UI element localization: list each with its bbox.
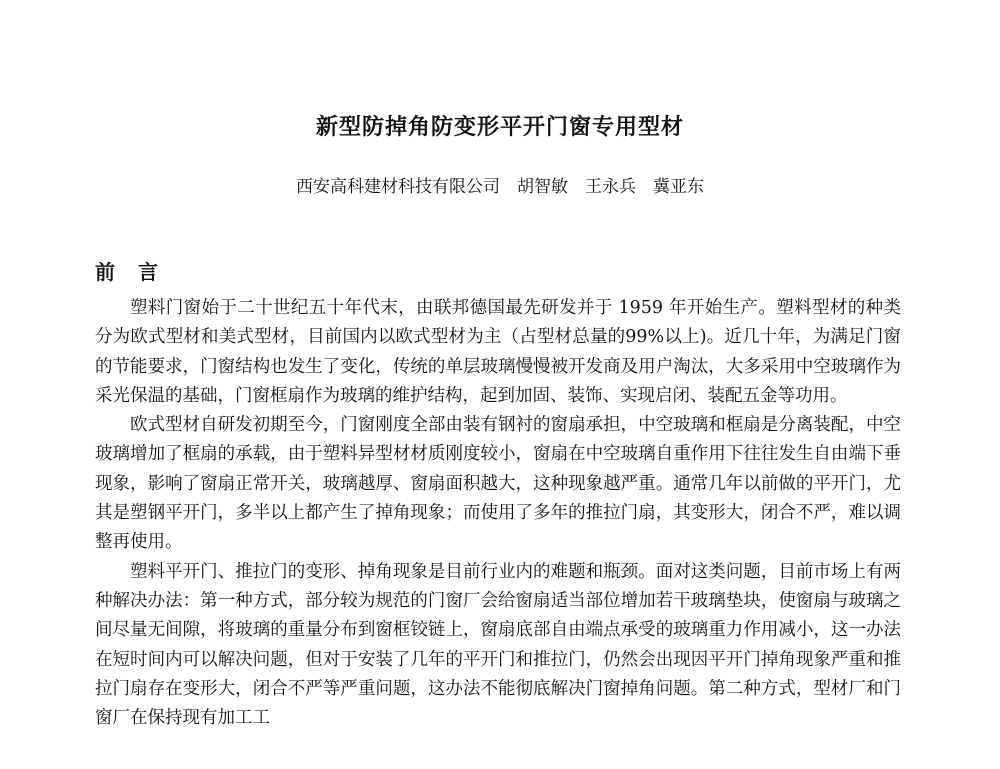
- paragraph: 塑料门窗始于二十世纪五十年代末，由联邦德国最先研发并于 1959 年开始生产。塑料型材的种类分为欧式型材和美式型材，目前国内以欧式型材为主（占型材总量的99%以上)。近几十年，为满足门窗的节能要求，门窗结构也发生了变化，传统的单层玻璃慢慢被开发商及用户淘汰，大多采用中空玻璃作为采光保温的基础，门窗框扇作为玻璃的维护结构，起到加固、装饰、实现启闭、装配五金等功用。: [95, 298, 901, 406]
- document-title: 新型防掉角防变形平开门窗专用型材: [315, 115, 684, 140]
- body-text: [95, 294, 901, 733]
- paragraph: 塑料平开门、推拉门的变形、掉角现象是目前行业内的难题和瓶颈。面对这类问题，目前市场上有两种解决办法：第一种方式，部分较为规范的门窗厂会给窗扇适当部位增加若干玻璃垫块，使窗扇与玻璃之间尽量无间隙，将玻璃的重量分布到窗框铰链上，窗扇底部自由端点承受的玻璃重力作用减小，这一办法在短时间内可以解决问题，但对于安装了几年的平开门和推拉门，仍然会出现因平开门掉角现象严重和推拉门扇存在变形大，闭合不严等严重问题，这办法不能彻底解决门窗掉角问题。第二种方式，型材厂和门窗厂在保持现有加工工: [95, 561, 901, 729]
- section-heading: 前 言: [95, 260, 166, 284]
- author-byline: 西安高科建材科技有限公司 胡智敏 王永兵 冀亚东: [296, 177, 704, 197]
- paragraph: 欧式型材自研发初期至今，门窗刚度全部由装有钢衬的窗扇承担，中空玻璃和框扇是分离装配，中空玻璃增加了框扇的承载，由于塑料异型材材质刚度较小，窗扇在中空玻璃自重作用下往往发生自由端下垂现象，影响了窗扇正常开关，玻璃越厚、窗扇面积越大，这种现象越严重。通常几年以前做的平开门，尤其是塑钢平开门，多半以上都产生了掉角现象；而使用了多年的推拉门扇，其变形大，闭合不严，难以调整再使用。: [95, 415, 901, 553]
